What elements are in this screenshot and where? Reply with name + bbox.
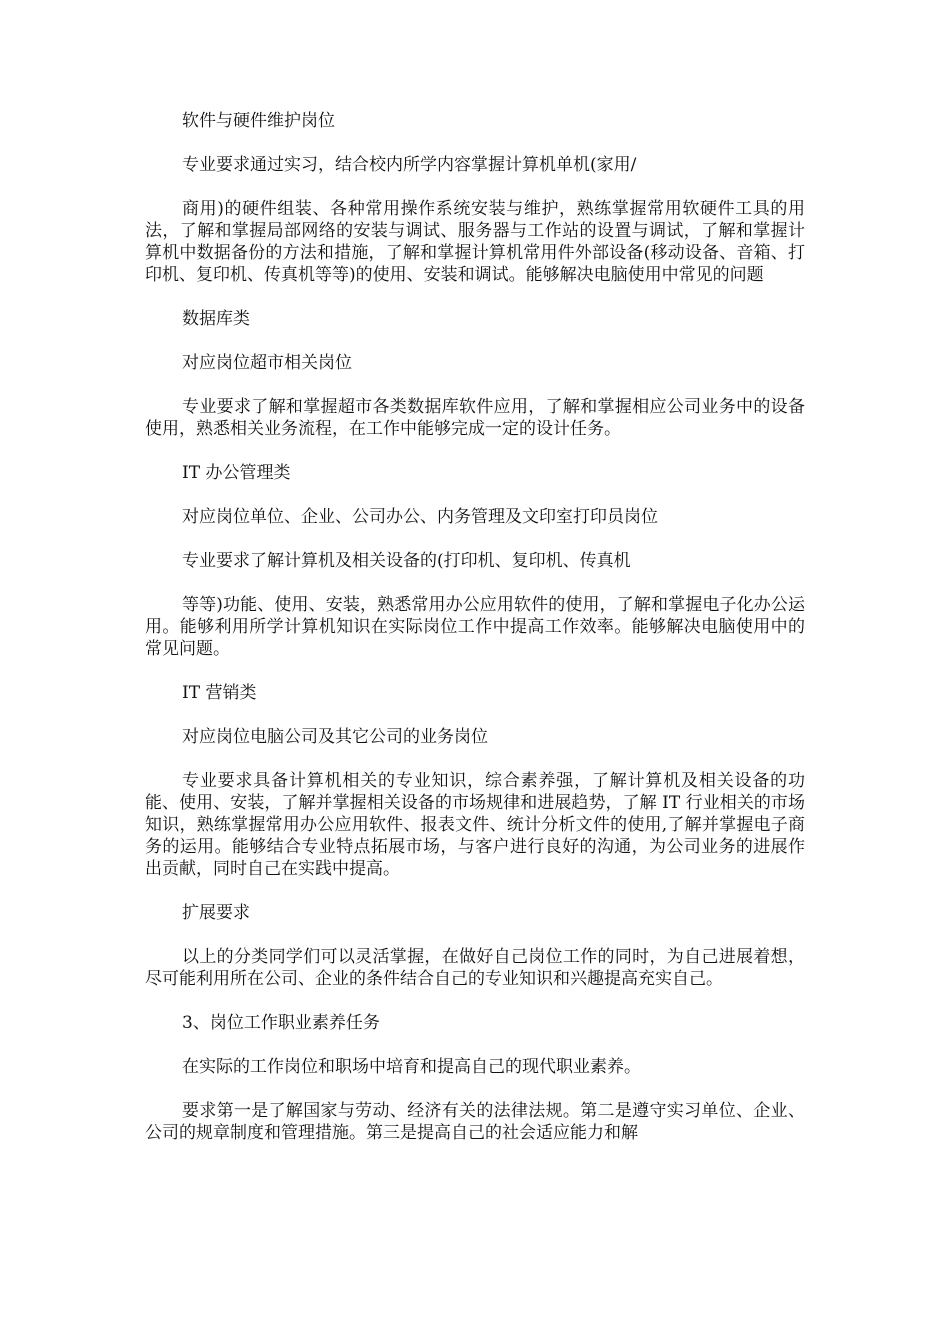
section-heading: IT 营销类 xyxy=(182,683,257,703)
paragraph: 专业要求了解和掌握超市各类数据库软件应用，了解和掌握相应公司业务中的设备使用，熟悉相关业务流程，在工作中能够完成一定的设计任务。 xyxy=(145,397,805,439)
section-heading: 软件与硬件维护岗位 xyxy=(182,111,335,131)
paragraph: 对应岗位超市相关岗位 xyxy=(182,353,352,373)
paragraph: 等等)功能、使用、安装，熟悉常用办公应用软件的使用，了解和掌握电子化办公运用。能够利用所学计算机知识在实际岗位工作中提高工作效率。能够解决电脑使用中的常见问题。 xyxy=(145,595,805,659)
paragraph: 专业要求具备计算机相关的专业知识，综合素养强，了解计算机及相关设备的功能、使用、安装，了解并掌握相关设备的市场规律和进展趋势，了解 IT 行业相关的市场知识，熟练掌握常用办公应用软件、报表文件、统计分析文件的使用,了解并掌握电子商务的运用。能够结合专业特点拓展市场，与客户进行良好的沟通，为公司业务的进展作出贡献，同时自己在实践中提高。 xyxy=(145,771,805,879)
section-heading: 扩展要求 xyxy=(182,903,250,923)
paragraph: 对应岗位电脑公司及其它公司的业务岗位 xyxy=(182,727,488,747)
document-body xyxy=(145,110,805,1166)
paragraph: 专业要求了解计算机及相关设备的(打印机、复印机、传真机 xyxy=(182,551,631,571)
paragraph: 专业要求通过实习，结合校内所学内容掌握计算机单机(家用/ xyxy=(182,155,637,175)
paragraph: 要求第一是了解国家与劳动、经济有关的法律法规。第二是遵守实习单位、企业、公司的规章制度和管理措施。第三是提高自己的社会适应能力和解 xyxy=(145,1101,805,1143)
section-heading: 3、岗位工作职业素养任务 xyxy=(182,1013,380,1033)
section-heading: 数据库类 xyxy=(182,309,250,329)
section-heading: IT 办公管理类 xyxy=(182,463,291,483)
paragraph: 商用)的硬件组装、各种常用操作系统安装与维护，熟练掌握常用软硬件工具的用法，了解和掌握局部网络的安装与调试、服务器与工作站的设置与调试，了解和掌握计算机中数据备份的方法和措施，了解和掌握计算机常用件外部设备(移动设备、音箱、打印机、复印机、传真机等等)的使用、安装和调试。能够解决电脑使用中常见的问题 xyxy=(145,199,805,285)
paragraph: 以上的分类同学们可以灵活掌握，在做好自己岗位工作的同时，为自己进展着想，尽可能利用所在公司、企业的条件结合自己的专业知识和兴趣提高充实自己。 xyxy=(145,947,805,989)
paragraph: 在实际的工作岗位和职场中培育和提高自己的现代职业素养。 xyxy=(182,1057,641,1077)
paragraph: 对应岗位单位、企业、公司办公、内务管理及文印室打印员岗位 xyxy=(182,507,658,527)
